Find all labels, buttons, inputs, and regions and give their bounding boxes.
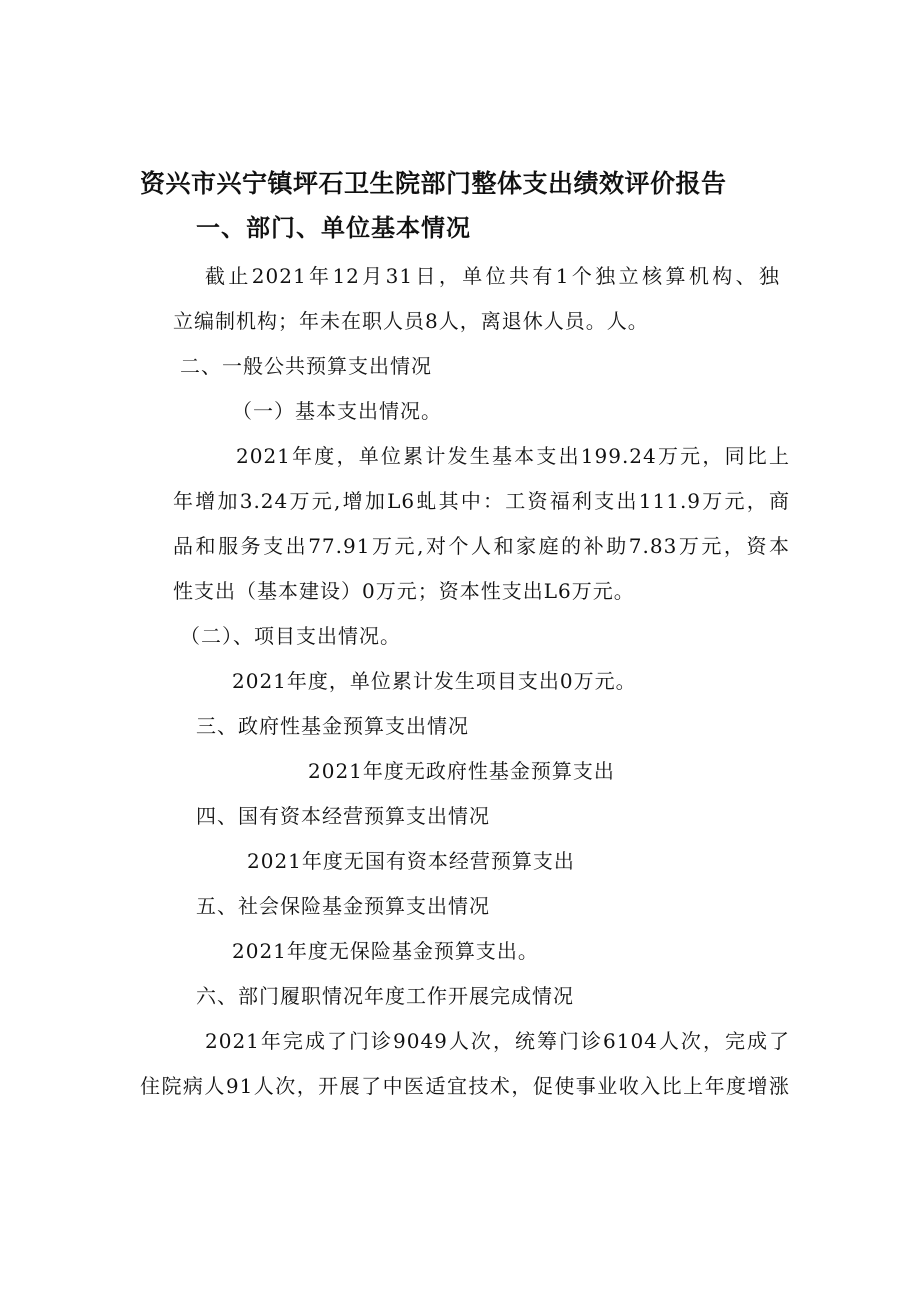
section-4-heading: 四、国有资本经营预算支出情况 <box>196 804 490 828</box>
section-2-sub-2-heading: （二）、项目支出情况。 <box>180 624 401 648</box>
section-2-heading: 二、一般公共预算支出情况 <box>180 354 432 378</box>
section-2-sub-1-line-4: 性支出（基本建设）0万元；资本性支出L6万元。 <box>173 579 635 603</box>
section-5-heading: 五、社会保险基金预算支出情况 <box>196 894 490 918</box>
section-6-heading: 六、部门履职情况年度工作开展完成情况 <box>196 984 574 1008</box>
section-3-line-1: 2021年度无政府性基金预算支出 <box>308 759 615 783</box>
section-1-paragraph-line-1: 截止2021年12月31日，单位共有1个独立核算机构、独 <box>205 264 780 288</box>
section-6-line-1: 2021年完成了门诊9049人次，统筹门诊6104人次，完成了 <box>205 1029 790 1053</box>
section-6-line-2: 住院病人91人次，开展了中医适宜技术，促使事业收入比上年度增涨 <box>140 1074 790 1098</box>
section-1-heading: 一、部门、单位基本情况 <box>196 214 471 242</box>
section-5-line-1: 2021年度无保险基金预算支出。 <box>232 939 539 963</box>
section-2-sub-1-line-2: 年增加3.24万元,增加L6虬其中：工资福利支出111.9万元，商 <box>173 489 790 513</box>
section-2-sub-1-heading: （一）基本支出情况。 <box>232 399 442 423</box>
section-2-sub-1-line-3: 品和服务支出77.91万元,对个人和家庭的补助7.83万元，资本 <box>173 534 790 558</box>
section-2-sub-1-line-1: 2021年度，单位累计发生基本支出199.24万元，同比上 <box>236 444 790 468</box>
section-1-paragraph-line-2: 立编制机构；年未在职人员8人，离退休人员。人。 <box>173 309 649 333</box>
section-3-heading: 三、政府性基金预算支出情况 <box>196 714 469 738</box>
section-2-sub-2-line-1: 2021年度，单位累计发生项目支出0万元。 <box>232 669 637 693</box>
document-title-text: 资兴市兴宁镇坪石卫生院部门整体支出绩效评价报告 <box>140 169 727 198</box>
section-4-line-1: 2021年度无国有资本经营预算支出 <box>247 849 575 873</box>
